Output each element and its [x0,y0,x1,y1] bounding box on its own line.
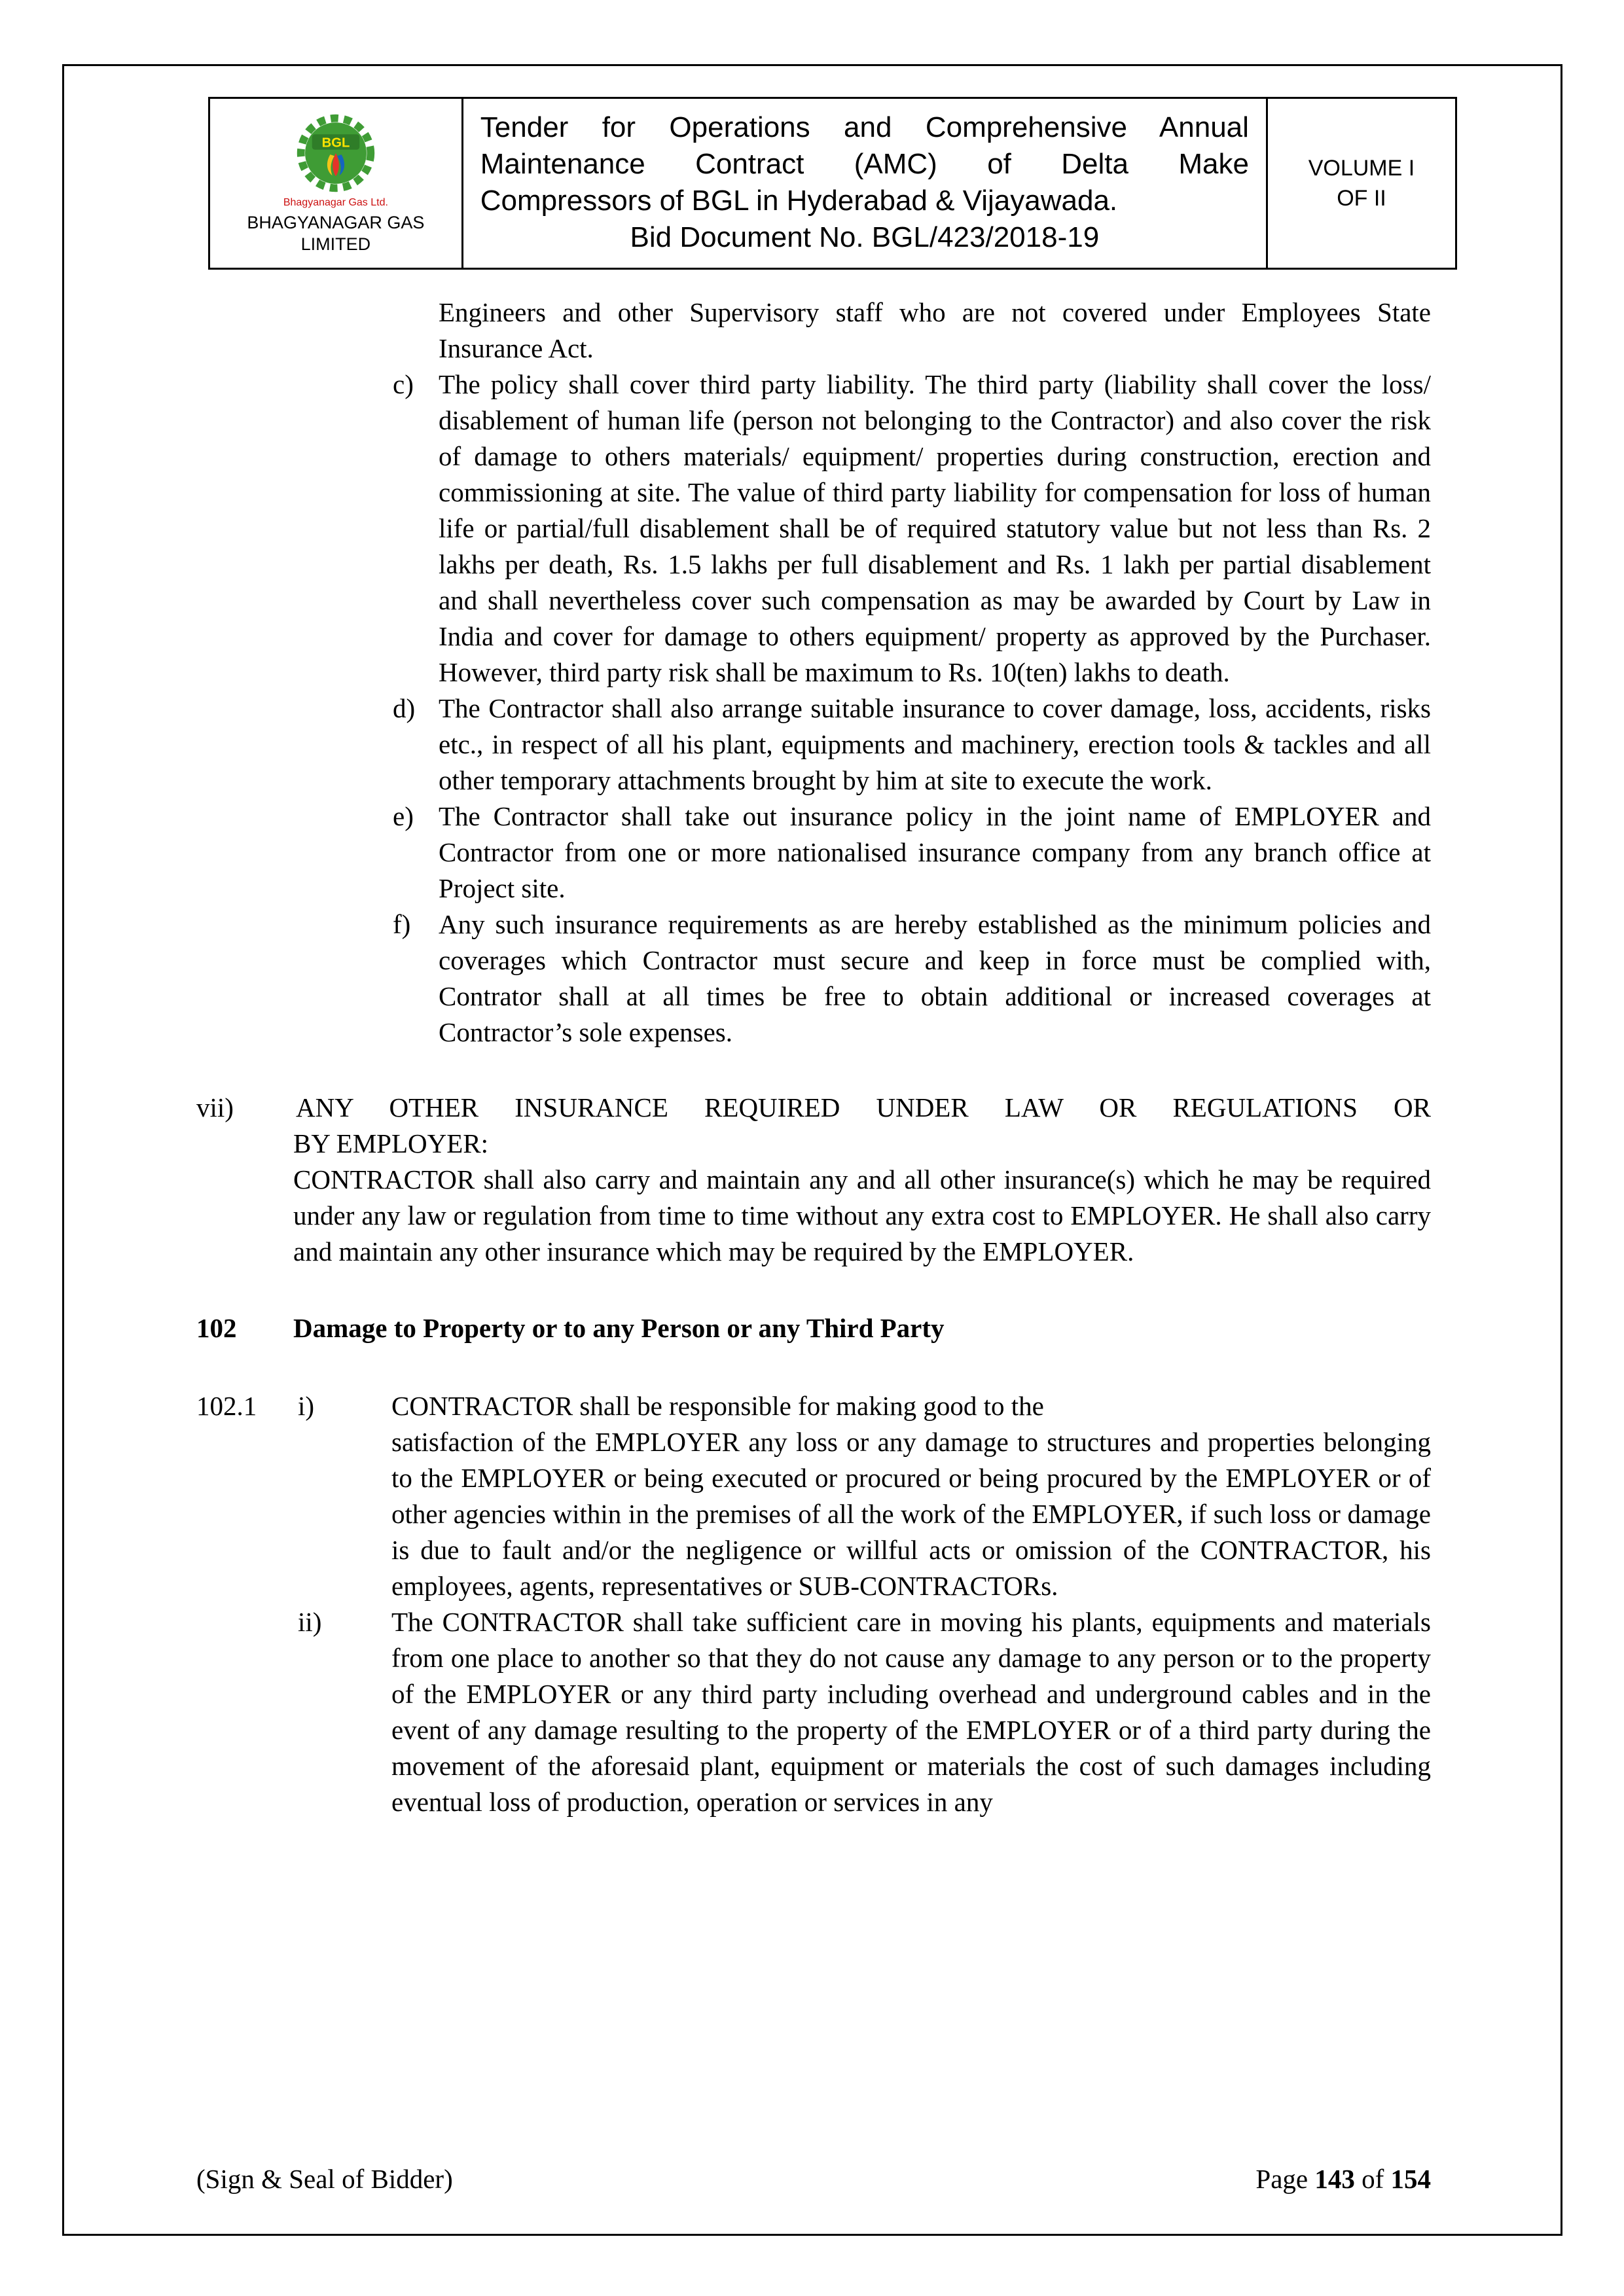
clause-e [196,798,1431,906]
volume-line-2: OF II [1337,186,1386,211]
clause-c-label: c) [393,369,414,399]
clause-c [196,367,1431,691]
section-vii-heading-line-1: ANY OTHER INSURANCE REQUIRED UNDER LAW OR REGULATIONS OR [296,1092,1431,1122]
clause-e-text: The Contractor shall take out insurance policy in the joint name of EMPLOYER and Contractor from one or more nationalised insurance company from any branch office at Project site. [439,801,1431,903]
volume-line-1: VOLUME I [1308,156,1415,181]
bid-document-number: Bid Document No. BGL/423/2018-19 [630,221,1100,253]
page-total-number: 154 [1390,2164,1431,2194]
tender-title-cell [461,99,1266,268]
body-content [196,295,1431,1820]
logo-acronym-text: BGL [321,135,350,151]
page-footer [196,2161,1431,2197]
page-word: Page [1255,2164,1308,2194]
section-102-number: 102 [196,1313,237,1343]
clause-i-first-line: CONTRACTOR shall be responsible for making good to the [391,1391,1044,1421]
section-vii [196,1090,1431,1270]
tender-title-line-1: Tender for Operations and Comprehensive Annual [480,111,1249,143]
bgl-logo-icon [294,111,378,195]
page-current-number: 143 [1314,2164,1355,2194]
section-102-1-number: 102.1 [196,1391,257,1421]
section-102-heading: Damage to Property or to any Person or any Third Party [293,1313,945,1343]
clause-ii-text: The CONTRACTOR shall take sufficient care in moving his plants, equipments and materials from one place to another so that they do not cause any damage to any person or to the property of the EMPLOYER or any third party including overhead and underground cables and in the event of any damage resulting to the property of the EMPLOYER or of a third party during the movement of the aforesaid plant, equipment or materials the cost of such damages including eventual loss of production, operation or services in any [391,1607,1431,1817]
clause-e-label: e) [393,801,414,831]
clause-102-1-i [196,1388,1431,1604]
page-number-text [1255,2161,1431,2197]
clause-f-text: Any such insurance requirements as are hereby established as the minimum policies and coverages which Contractor must secure and keep in force must be complied with, Contrator shall at all times be free to obtain additional or increased coverages at Contractor’s sole expenses. [439,909,1431,1047]
continuation-paragraph: Engineers and other Supervisory staff who are not covered under Employees State Insurance Act. [439,297,1431,363]
section-vii-heading-line-2: BY EMPLOYER: [293,1128,489,1158]
clause-f-label: f) [393,909,411,939]
logo-caption: Bhagyanagar Gas Ltd. [283,197,388,208]
header-table [208,97,1457,270]
clause-f [196,906,1431,1050]
company-name-line-1: BHAGYANAGAR GAS [247,213,425,232]
clause-i-label: i) [298,1391,315,1421]
logo-cell [210,99,461,268]
volume-cell [1266,99,1455,268]
clause-102-1-ii [196,1604,1431,1820]
of-word: of [1362,2164,1384,2194]
clause-c-text: The policy shall cover third party liability. The third party (liability shall cover the loss/ disablement of human life (person not belonging to the Contractor) and also cover the risk of damage to others materials/ equipment/ properties during construction, erection and commissioning at site. The value of third party liability for compensation for loss of human life or partial/full disablement shall be of required statutory value but not less than Rs. 2 lakhs per death, Rs. 1.5 lakhs per full disablement and Rs. 1 lakh per partial disablement and shall nevertheless cover such compensation as may be awarded by Court by Law in India and cover for damage to others equipment/ property as approved by the Purchaser. However, third party risk shall be maximum to Rs. 10(ten) lakhs to death. [439,369,1431,687]
tender-title-line-3: Compressors of BGL in Hyderabad & Vijayawada. [480,185,1118,217]
clause-d-label: d) [393,693,416,723]
sign-seal-text: (Sign & Seal of Bidder) [196,2164,453,2194]
clause-d-text: The Contractor shall also arrange suitable insurance to cover damage, loss, accidents, risks etc., in respect of all his plant, equipments and machinery, erection tools & tackles and all other temporary attachments brought by him at site to execute the work. [439,693,1431,795]
clause-i-text: satisfaction of the EMPLOYER any loss or any damage to structures and properties belonging to the EMPLOYER or being executed or procured or being procured by the EMPLOYER or of other agencies within in the premises of all the work of the EMPLOYER, if such loss or damage is due to fault and/or the negligence or willful acts or omission of the CONTRACTOR, his employees, agents, representatives or SUB-CONTRACTORs. [391,1427,1431,1601]
section-vii-label: vii) [196,1092,234,1122]
clause-ii-label: ii) [298,1607,322,1637]
clause-d [196,691,1431,798]
tender-title-line-2: Maintenance Contract (AMC) of Delta Make [480,148,1249,180]
section-vii-paragraph: CONTRACTOR shall also carry and maintain any and all other insurance(s) which he may be required under any law or regulation from time to time without any extra cost to EMPLOYER. He shall also carry and maintain any other insurance which may be required by the EMPLOYER. [293,1164,1431,1266]
section-102-heading-row [196,1310,1431,1346]
company-name-line-2: LIMITED [300,234,371,254]
section-102-1 [196,1388,1431,1820]
